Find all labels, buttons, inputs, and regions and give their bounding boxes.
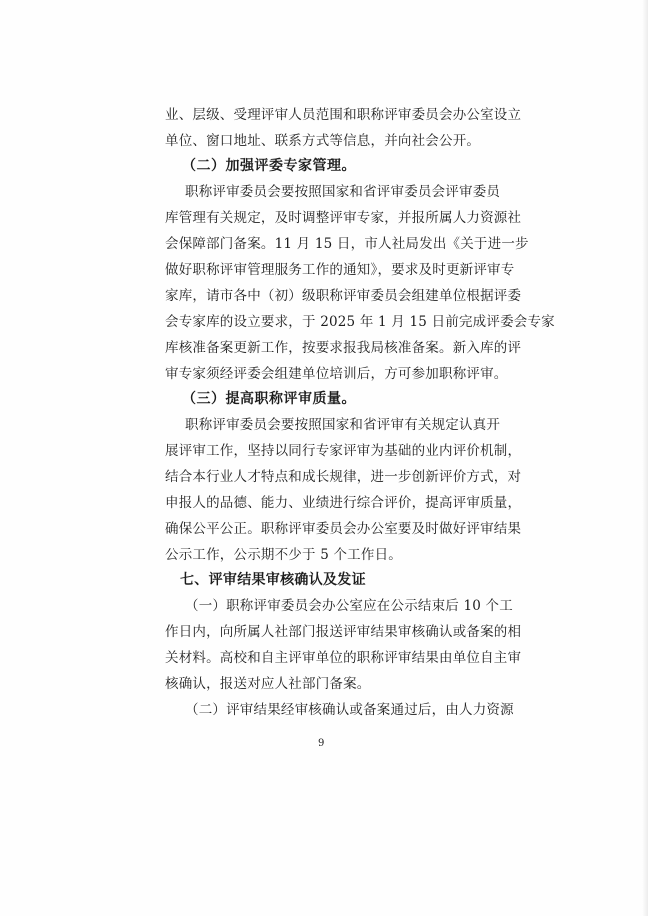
- paragraph-line: 会专家库的设立要求，于 2025 年 1 月 15 日前完成评委会专家: [165, 314, 555, 330]
- section-heading-7: 七、评审结果审核确认及发证: [180, 572, 366, 588]
- paragraph-line: 审专家须经评委会组建单位培训后，方可参加职称评审。: [165, 366, 508, 382]
- paragraph-line: 作日内，向所属人社部门报送评审结果审核确认或备案的相: [165, 624, 522, 640]
- paragraph-line: 库核准备案更新工作，按要求报我局核准备案。新入库的评: [165, 340, 522, 356]
- paragraph-line: 结合本行业人才特点和成长规律，进一步创新评价方式，对: [165, 469, 522, 485]
- paragraph-line: 家库，请市各中（初）级职称评审委员会组建单位根据评委: [165, 288, 522, 304]
- paragraph-line: 会保障部门备案。11 月 15 日，市人社局发出《关于进一步: [165, 236, 529, 252]
- paragraph-line: 核确认，报送对应人社部门备案。: [165, 676, 371, 692]
- paragraph-line: 展评审工作，坚持以同行专家评审为基础的业内评价机制，: [165, 443, 522, 459]
- subsection-heading-2: （二）加强评委专家管理。: [182, 158, 356, 174]
- paragraph-line: 单位、窗口地址、联系方式等信息，并向社会公开。: [165, 133, 481, 149]
- paragraph-line: 申报人的品德、能力、业绩进行综合评价，提高评审质量，: [165, 495, 522, 511]
- paragraph-line: 库管理有关规定，及时调整评审专家，并报所属人力资源社: [165, 210, 522, 226]
- paragraph-line: 职称评审委员会要按照国家和省评审有关规定认真开: [185, 417, 501, 433]
- paragraph-line: 业、层级、受理评审人员范围和职称评审委员会办公室设立: [165, 107, 522, 123]
- paragraph-line: 关材料。高校和自主评审单位的职称评审结果由单位自主审: [165, 650, 522, 666]
- subsection-heading-3: （三）提高职称评审质量。: [182, 391, 356, 407]
- paragraph-line: （二）评审结果经审核确认或备案通过后，由人力资源: [185, 702, 514, 718]
- paragraph-line: 做好职称评审管理服务工作的通知》，要求及时更新评审专: [165, 262, 515, 278]
- paragraph-line: 职称评审委员会要按照国家和省评审委员会评审委员: [185, 184, 501, 200]
- paragraph-line: 确保公平公正。职称评审委员会办公室要及时做好评审结果: [165, 521, 522, 537]
- paragraph-line: 公示工作，公示期不少于 5 个工作日。: [165, 547, 402, 563]
- page-number: 9: [318, 738, 325, 749]
- paragraph-line: （一）职称评审委员会办公室应在公示结束后 10 个工: [185, 598, 513, 614]
